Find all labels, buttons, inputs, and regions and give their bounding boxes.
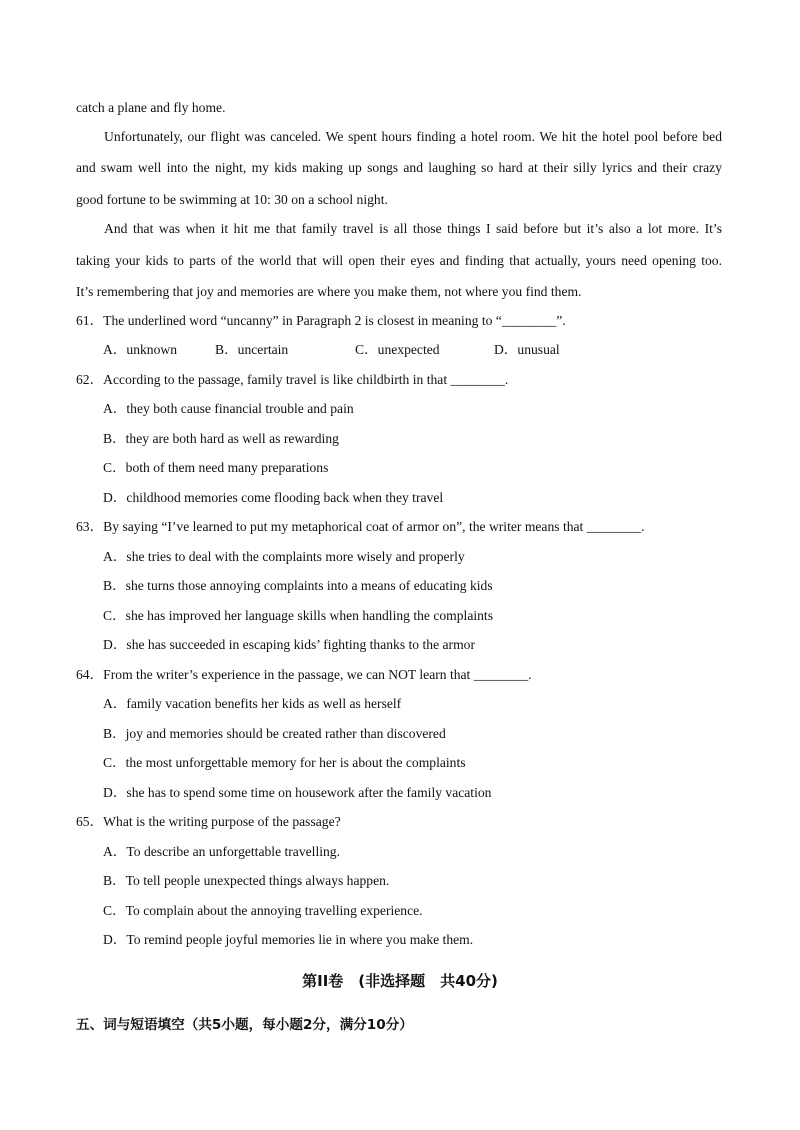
question-61-option-b: B．uncertain bbox=[215, 342, 289, 357]
question-61-stem: 61．The underlined word “uncanny” in Paragraph 2 is closest in meaning to “________”. bbox=[76, 313, 566, 328]
passage-paragraph-3-line-3: It’s remembering that joy and memories are where you make them, not where you find them. bbox=[76, 284, 582, 299]
question-64-option-a: A．family vacation benefits her kids as well as herself bbox=[103, 696, 402, 711]
question-64-option-c: C．the most unforgettable memory for her is about the complaints bbox=[103, 755, 466, 770]
section-5-title: 五、词与短语填空（共5小题，每小题2分，满分10分） bbox=[76, 1017, 413, 1033]
question-62-option-d: D．childhood memories come flooding back when they travel bbox=[103, 490, 444, 505]
question-65-stem: 65．What is the writing purpose of the passage? bbox=[76, 814, 341, 829]
question-64-stem: 64．From the writer’s experience in the passage, we can NOT learn that ________. bbox=[76, 667, 532, 682]
question-63-option-d: D．she has succeeded in escaping kids’ fighting thanks to the armor bbox=[103, 637, 475, 652]
question-62-option-c: C．both of them need many preparations bbox=[103, 460, 329, 475]
question-63-stem: 63．By saying “I’ve learned to put my metaphorical coat of armor on”, the writer means that ________. bbox=[76, 519, 645, 534]
question-65-option-c: C．To complain about the annoying travelling experience. bbox=[103, 903, 423, 918]
passage-paragraph-2-line-3: good fortune to be swimming at 10: 30 on a school night. bbox=[76, 192, 388, 207]
question-62-option-b: B．they are both hard as well as rewarding bbox=[103, 431, 339, 446]
passage-paragraph-3-line-1: And that was when it hit me that family travel is all those things I said before but it’s also a lot more. It’s bbox=[104, 221, 722, 236]
question-62-stem: 62．According to the passage, family travel is like childbirth in that ________. bbox=[76, 372, 509, 387]
question-64-option-b: B．joy and memories should be created rather than discovered bbox=[103, 726, 446, 741]
question-64-option-d: D．she has to spend some time on housework after the family vacation bbox=[103, 785, 492, 800]
passage-paragraph-2-line-1: Unfortunately, our flight was canceled. We spent hours finding a hotel room. We hit the hotel pool before bed bbox=[104, 129, 722, 144]
question-63-option-b: B．she turns those annoying complaints into a means of educating kids bbox=[103, 578, 493, 593]
question-65-option-d: D．To remind people joyful memories lie in where you make them. bbox=[103, 932, 474, 947]
question-65-option-a: A．To describe an unforgettable travelling. bbox=[103, 844, 340, 859]
question-61-option-a: A．unknown bbox=[103, 342, 178, 357]
part-2-title: 第II卷 (非选择题 共40分) bbox=[302, 972, 498, 990]
question-65-option-b: B．To tell people unexpected things always happen. bbox=[103, 873, 390, 888]
question-61-option-d: D．unusual bbox=[494, 342, 560, 357]
passage-paragraph-3-line-2: taking your kids to parts of the world that will open their eyes and finding that actually, yours need opening too. bbox=[76, 253, 722, 268]
question-63-option-a: A．she tries to deal with the complaints more wisely and properly bbox=[103, 549, 465, 564]
passage-paragraph-2-line-2: and swam well into the night, my kids making up songs and laughing so hard at their silly lyrics and their crazy bbox=[76, 160, 722, 175]
passage-paragraph-1-tail: catch a plane and fly home. bbox=[76, 100, 226, 115]
question-61-option-c: C．unexpected bbox=[355, 342, 440, 357]
question-63-option-c: C．she has improved her language skills when handling the complaints bbox=[103, 608, 493, 623]
question-62-option-a: A．they both cause financial trouble and pain bbox=[103, 401, 354, 416]
